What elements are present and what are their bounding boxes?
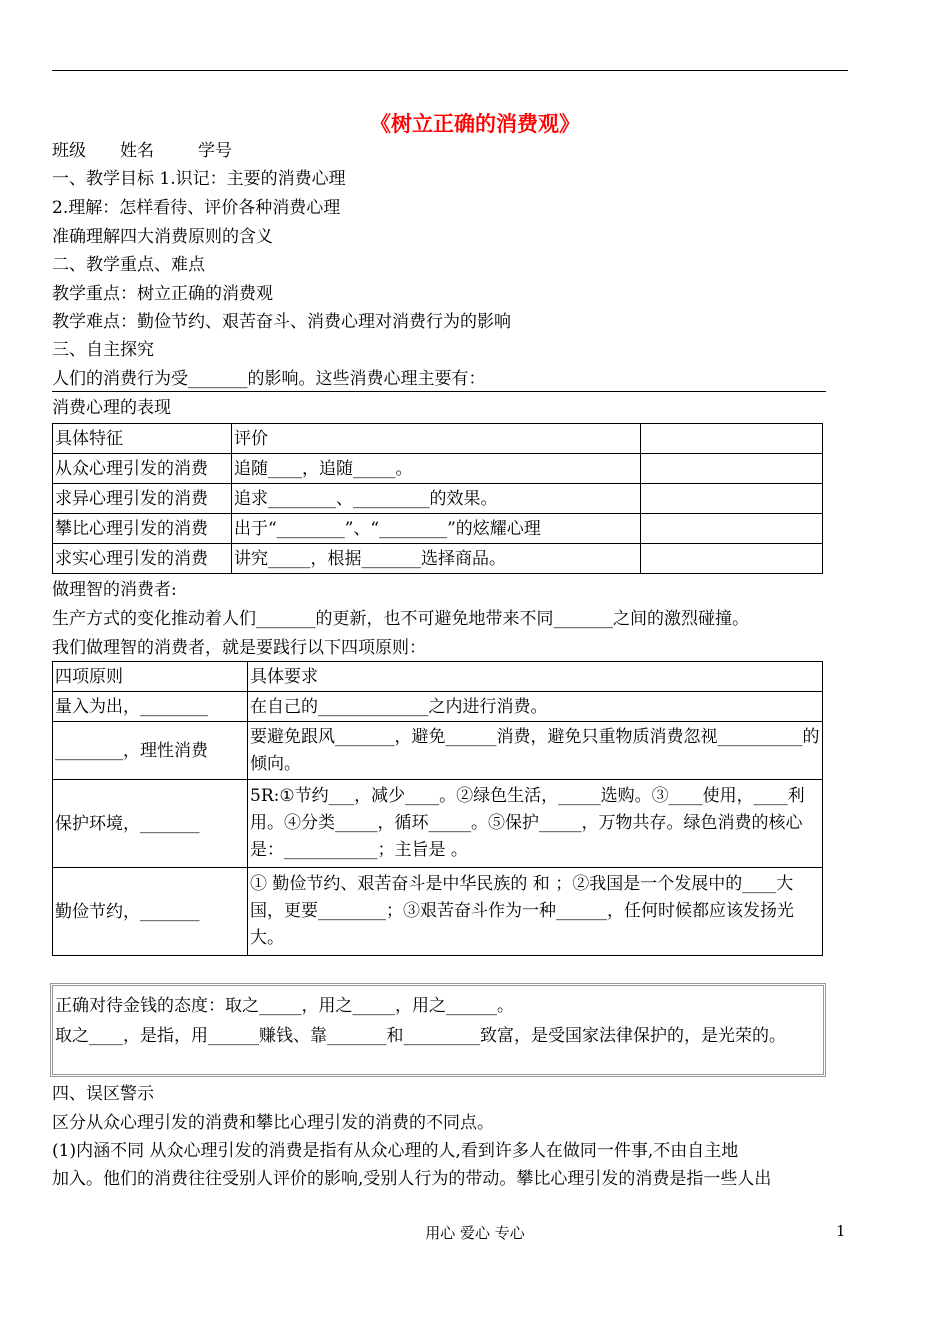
top-rule bbox=[52, 70, 848, 71]
rational-consumer-line-1: 生产方式的变化推动着人们_______的更新，也不可避免地带来不同_______之间的激烈碰撞。 bbox=[52, 609, 749, 629]
rational-consumer-line-2: 我们做理智的消费者，就是要践行以下四项原则： bbox=[52, 638, 426, 658]
page-footer: 用心 爱心 专心 bbox=[425, 1224, 525, 1242]
section-2-heading: 二、教学重点、难点 bbox=[52, 255, 205, 275]
feature-cell: 攀比心理引发的消费 bbox=[53, 514, 232, 544]
header-cell-feature: 具体特征 bbox=[53, 424, 232, 454]
table-row bbox=[53, 780, 823, 868]
section-3-heading: 三、自主探究 bbox=[52, 340, 154, 360]
name-field-label: 姓名 bbox=[120, 141, 154, 161]
empty-cell bbox=[641, 484, 823, 514]
psychology-intro-line: 人们的消费行为受_______的影响。这些消费心理主要有： bbox=[52, 369, 486, 389]
psych-section-label: 消费心理的表现 bbox=[52, 398, 171, 418]
header-cell-evaluation: 评价 bbox=[232, 424, 641, 454]
requirement-cell: ① 勤俭节约、艰苦奋斗是中华民族的 和 ；②我国是一个发展中的____大国，更要________；③艰苦奋斗作为一种______，任何时候都应该发扬光大。 bbox=[248, 868, 823, 956]
money-attitude-line-2: 取之____，是指，用______赚钱、靠_______和_________致富，是受国家法律保护的，是光荣的。 bbox=[55, 1026, 786, 1046]
student-id-field-label: 学号 bbox=[198, 141, 232, 161]
principles-table bbox=[52, 661, 823, 956]
empty-cell bbox=[641, 514, 823, 544]
empty-cell bbox=[641, 544, 823, 574]
principle-cell: 量入为出，________ bbox=[53, 692, 248, 722]
evaluation-cell: 追求________、_________的效果。 bbox=[232, 484, 641, 514]
header-cell-empty bbox=[641, 424, 823, 454]
principle-cell: 勤俭节约，_______ bbox=[53, 868, 248, 956]
requirement-cell: 在自己的_____________之内进行消费。 bbox=[248, 692, 823, 722]
feature-cell: 求异心理引发的消费 bbox=[53, 484, 232, 514]
empty-cell bbox=[641, 454, 823, 484]
principle-cell: ________，理性消费 bbox=[53, 722, 248, 780]
principle-cell: 保护环境，_______ bbox=[53, 780, 248, 868]
psychology-table bbox=[52, 423, 823, 574]
feature-cell: 从众心理引发的消费 bbox=[53, 454, 232, 484]
money-attitude-box bbox=[50, 983, 826, 1077]
class-field-label: 班级 bbox=[52, 141, 86, 161]
section-4-heading: 四、误区警示 bbox=[52, 1084, 154, 1104]
table-row bbox=[53, 692, 823, 722]
separator-rule bbox=[52, 391, 826, 392]
section-4-intro: 区分从众心理引发的消费和攀比心理引发的消费的不同点。 bbox=[52, 1113, 494, 1133]
money-attitude-line-1: 正确对待金钱的态度：取之_____，用之_____，用之______。 bbox=[55, 996, 514, 1016]
evaluation-cell: 追随____，追随_____。 bbox=[232, 454, 641, 484]
table-row bbox=[53, 544, 823, 574]
evaluation-cell: 讲究_____，根据_______选择商品。 bbox=[232, 544, 641, 574]
table-row bbox=[53, 424, 823, 454]
document-title: 《树立正确的消费观》 bbox=[370, 111, 580, 136]
objective-line-1: 一、教学目标 1.识记：主要的消费心理 bbox=[52, 169, 346, 189]
key-point-line: 教学重点：树立正确的消费观 bbox=[52, 284, 273, 304]
table-row bbox=[53, 662, 823, 692]
section-4-paragraph-line-2: 加入。他们的消费往往受别人评价的影响,受别人行为的带动。攀比心理引发的消费是指一些人出 bbox=[52, 1169, 772, 1189]
header-cell-requirement: 具体要求 bbox=[248, 662, 823, 692]
feature-cell: 求实心理引发的消费 bbox=[53, 544, 232, 574]
table-row bbox=[53, 722, 823, 780]
table-row bbox=[53, 484, 823, 514]
page-number: 1 bbox=[836, 1222, 846, 1240]
header-cell-principle: 四项原则 bbox=[53, 662, 248, 692]
requirement-cell: 5R:①节约___，减少____。②绿色生活，_____选购。③____使用，____利用。④分类_____，循环_____。⑤保护_____，万物共存。绿色消费的核心是：___________；主旨是 。 bbox=[248, 780, 823, 868]
requirement-cell: 要避免跟风_______，避免______消费，避免只重物质消费忽视__________的倾向。 bbox=[248, 722, 823, 780]
rational-consumer-heading: 做理智的消费者: bbox=[52, 580, 177, 600]
evaluation-cell: 出于“________”、“________”的炫耀心理 bbox=[232, 514, 641, 544]
table-row bbox=[53, 514, 823, 544]
difficulty-line: 教学难点：勤俭节约、艰苦奋斗、消费心理对消费行为的影响 bbox=[52, 312, 511, 332]
objective-line-2: 2.理解：怎样看待、评价各种消费心理 bbox=[52, 198, 341, 218]
section-4-paragraph-line-1: (1)内涵不同 从众心理引发的消费是指有从众心理的人,看到许多人在做同一件事,不由自主地 bbox=[52, 1141, 739, 1161]
table-row bbox=[53, 868, 823, 956]
table-row bbox=[53, 454, 823, 484]
header-fields bbox=[52, 140, 232, 162]
objective-line-3: 准确理解四大消费原则的含义 bbox=[52, 227, 273, 247]
